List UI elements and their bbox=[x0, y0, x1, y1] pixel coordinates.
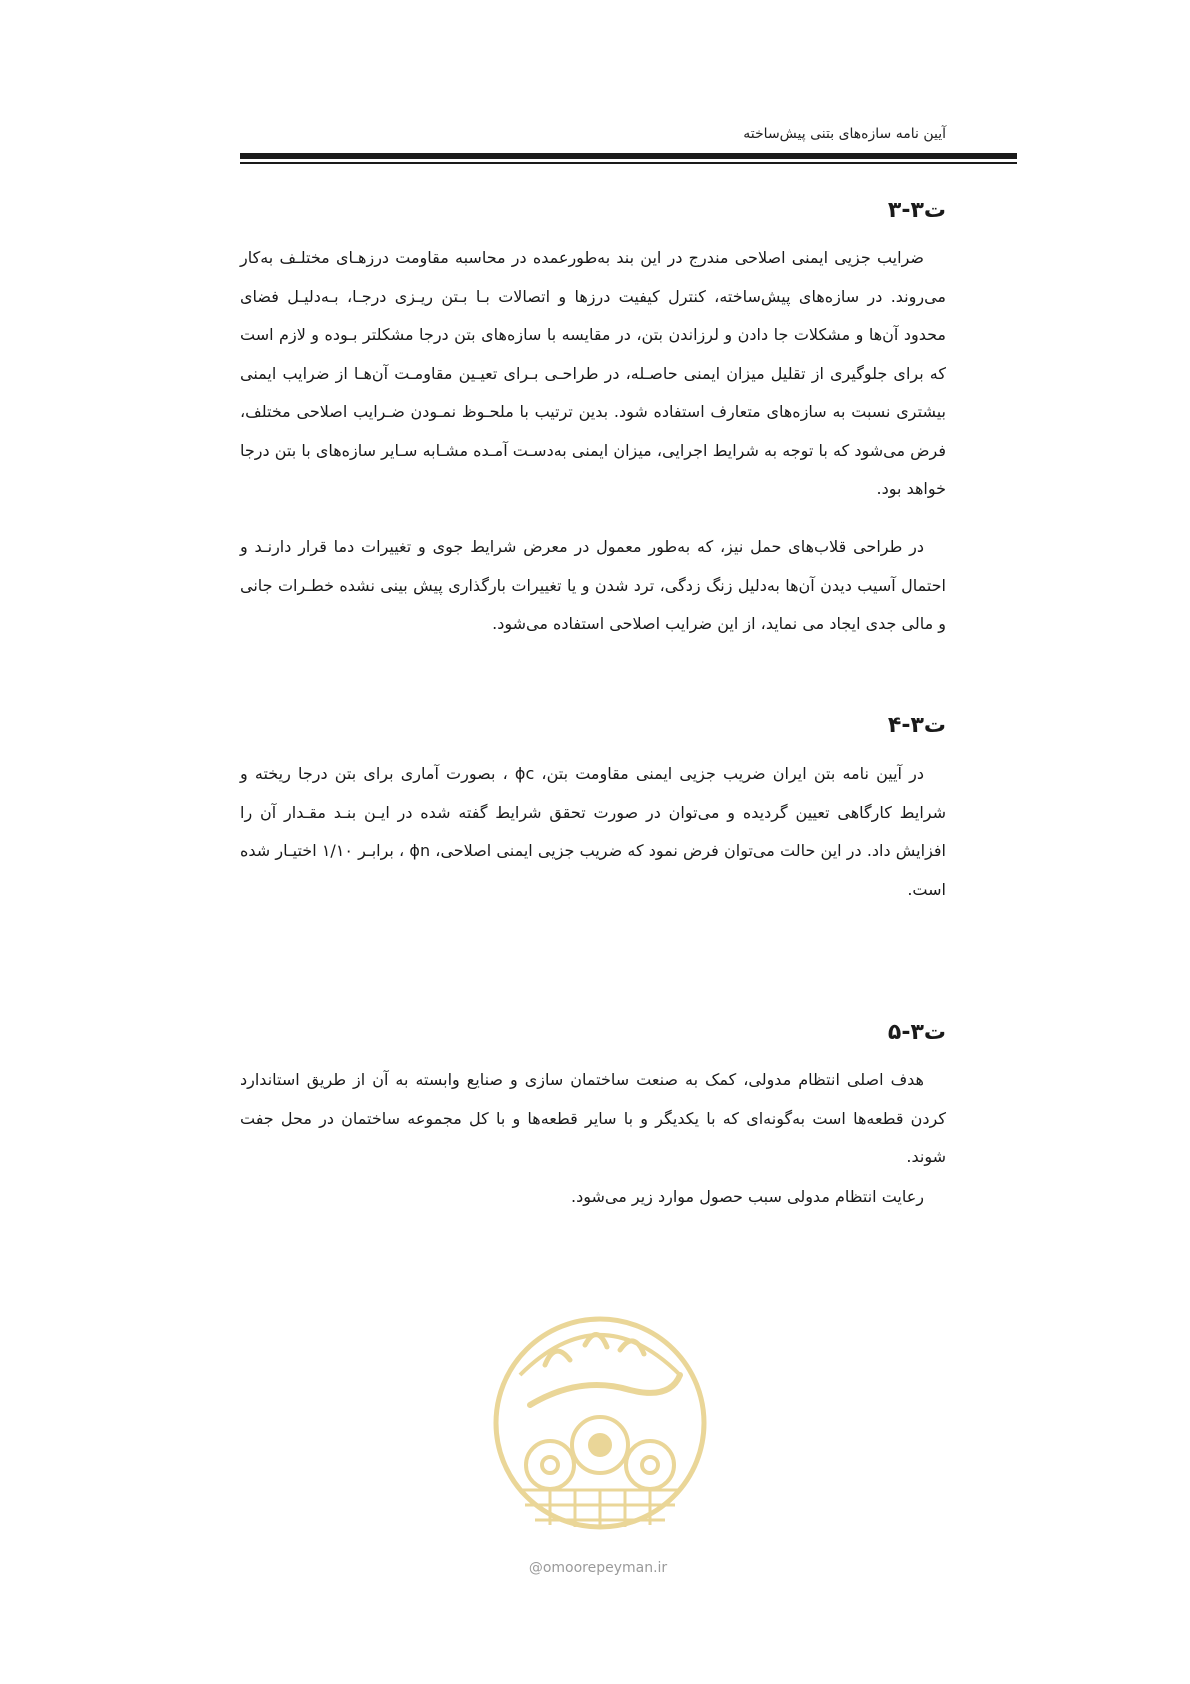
section-heading-3-5: ت۳-۵ bbox=[887, 1020, 946, 1045]
watermark-url: @omoorepeyman.ir bbox=[528, 1560, 668, 1576]
paragraph-3-5-a: هدف اصلی انتظام مدولی، کمک به صنعت ساختمان سازی و صنایع وابسته به آن از طریق استاندارد کردن قطعه‌ها است به‌گونه‌ای که با یکدیگر و با سایر قطعه‌ها و با کل مجموعه ساختمان در محل جفت شوند. bbox=[240, 1070, 946, 1166]
section-heading-3-4: ت۳-۴ bbox=[887, 713, 946, 738]
header-rule-thin bbox=[240, 162, 1017, 164]
header-rule-thick bbox=[240, 153, 1017, 159]
paragraph-3-3-a: ضرایب جزیی ایمنی اصلاحی مندرج در این بند به‌طورعمده در محاسبه مقاومت درزهـای مختلـف به‌کار می‌روند. در سازه‌های پیش‌ساخته، کنترل کیفیت درزها و اتصالات بـا بـتن ریـزی درجـا، بـه‌دلیـل فضای محدود آن‌ها و مشکلات جا دادن و لرزاندن بتن، در مقایسه با سازه‌های بتن درجا مشکلتر بـوده و لازم است که برای جلوگیری از تقلیل میزان ایمنی حاصـله، در طراحـی بـرای تعیـین مقاومـت آن‌هـا از ضرایب ایمنی بیشتری نسبت به سازه‌های متعارف استفاده شود. بدین ترتیب با ملحـوظ نمـودن ضـرایب اصلاحی مختلف، فرض می‌شود که با توجه به شرایط اجرایی، میزان ایمنی به‌دسـت آمـده مشـابه سـایر سازه‌های با بتن درجا خواهد بود. bbox=[240, 248, 946, 498]
paragraph-3-4: در آیین نامه بتن ایران ضریب جزیی ایمنی مقاومت بتن، ϕc ، بصورت آماری برای بتن درجا ریخته و شرایط کارگاهی تعیین گردیده و می‌توان در صورت تحقق شرایط گفته شده در ایـن بنـد مقـدار آن را افزایش داد. در این حالت می‌توان فرض نمود که ضریب جزیی ایمنی اصلاحی، ϕn ، برابـر ۱/۱۰ اختیـار شده است. bbox=[240, 764, 947, 899]
paragraph-3-3-b: در طراحی قلاب‌های حمل نیز، که به‌طور معمول در معرض شرایط جوی و تغییرات دما قرار دارنـد و احتمال آسیب دیدن آن‌ها به‌دلیل زنگ زدگی، ترد شدن و یا تغییرات بارگذاری پیش بینی نشده خطـرات جانی و مالی جدی ایجاد می نماید، از این ضرایب اصلاحی استفاده می‌شود. bbox=[240, 537, 946, 633]
running-header-title: آیین نامه سازه‌های بتنی پیش‌ساخته bbox=[743, 126, 946, 142]
paragraph-3-5-b: رعایت انتظام مدولی سبب حصول موارد زیر می‌شود. bbox=[571, 1187, 924, 1206]
omoorepeyman-logo-watermark bbox=[490, 1305, 710, 1555]
section-heading-3-3: ت۳-۳ bbox=[887, 198, 946, 223]
